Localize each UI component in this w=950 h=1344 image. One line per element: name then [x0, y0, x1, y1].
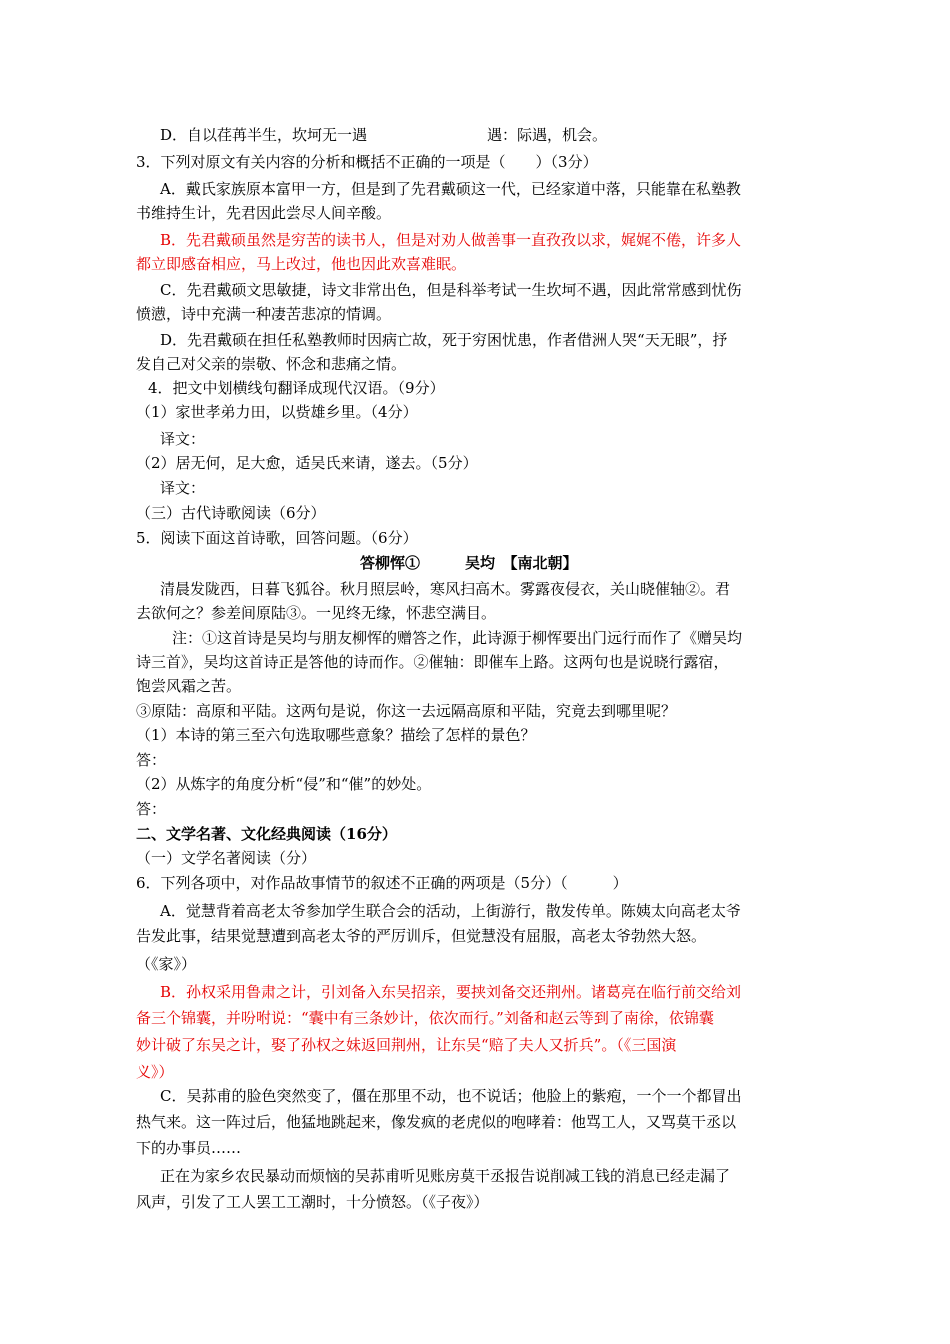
q5-answer-label-1: 答： — [136, 751, 167, 769]
q3-option-d-line1: D．先君戴硕在担任私塾教师时因病亡故，死于穷困忧患，作者借洲人哭“天无眼”，抒 — [160, 331, 728, 349]
q6-option-c-line5: 风声，引发了工人罢工工潮时，十分愤怒。（《子夜》） — [136, 1193, 489, 1211]
q3-option-b-line2: 都立即感奋相应，马上改过，他也因此欢喜难眠。 — [136, 255, 467, 273]
poem-note-line4: ③原陆：高原和平陆。这两句是说，你这一去远隔高原和平陆，究竟去到哪里呢？ — [136, 702, 677, 720]
poem-text-line2: 去欲何之？参差间原陆③。一见终无缘，怀悲空满目。 — [136, 604, 497, 622]
question-4-stem: 4．把文中划横线句翻译成现代汉语。（9分） — [148, 379, 445, 397]
q6-option-b-line4: 义》） — [136, 1063, 174, 1081]
question-6-stem: 6．下列各项中，对作品故事情节的叙述不正确的两项是（5分）（ ） — [136, 874, 628, 892]
q6-option-b-line1: B．孙权采用鲁肃之计，引刘备入东吴招亲，要挟刘备交还荆州。诸葛亮在临行前交给刘 — [160, 983, 742, 1001]
q3-option-a-line2: 书维持生计，先君因此尝尽人间辛酸。 — [136, 204, 392, 222]
q6-option-a-line3: （《家》） — [136, 955, 197, 973]
q4-translation-label-1: 译文： — [160, 430, 206, 448]
q5-sub-2: （2）从炼字的角度分析“侵”和“催”的妙处。 — [136, 775, 432, 793]
poem-note-line1: 注：①这首诗是吴均与朋友柳恽的赠答之作，此诗源于柳恽要出门远行而作了《赠吴均 — [172, 629, 743, 647]
q6-option-c-line2: 热气来。这一阵过后，他猛地跳起来，像发疯的老虎似的咆哮着：他骂工人，又骂莫干丞以 — [136, 1113, 737, 1131]
q6-option-b-line3: 妙计破了东吴之计，娶了孙权之妹返回荆州，让东吴“赔了夫人又折兵”。（《三国演 — [136, 1036, 677, 1054]
section-2-1-heading: （一）文学名著阅读（分） — [136, 849, 317, 867]
poem-text-line1: 清晨发陇西，日暮飞狐谷。秋月照层岭，寒风扫高木。雾露夜侵衣，关山晓催轴②。君 — [160, 580, 731, 598]
q5-answer-label-2: 答： — [136, 800, 167, 818]
question-3-stem: 3．下列对原文有关内容的分析和概括不正确的一项是（ ）（3分） — [136, 153, 598, 171]
poem-note-line3: 饱尝风霜之苦。 — [136, 677, 242, 695]
q3-option-b-line1: B．先君戴硕虽然是穷苦的读书人，但是对劝人做善事一直孜孜以求，娓娓不倦，许多人 — [160, 231, 742, 249]
section-2-heading: 二、文学名著、文化经典阅读（16分） — [136, 825, 397, 843]
q6-option-c-line4: 正在为家乡农民暴动而烦恼的吴荪甫听见账房莫干丞报告说削减工钱的消息已经走漏了 — [160, 1167, 731, 1185]
q4-translation-label-2: 译文： — [160, 479, 206, 497]
q6-option-a-line1: A．觉慧背着高老太爷参加学生联合会的活动，上街游行，散发传单。陈姨太向高老太爷 — [160, 902, 741, 920]
q3-option-d-line2: 发自己对父亲的崇敬、怀念和悲痛之情。 — [136, 355, 407, 373]
q3-option-c-line1: C．先君戴硕文思敏捷，诗文非常出色，但是科举考试一生坎坷不遇，因此常常感到忧伤 — [160, 281, 742, 299]
q3-option-c-line2: 愤懑，诗中充满一种凄苦悲凉的情调。 — [136, 305, 392, 323]
question-5-stem: 5．阅读下面这首诗歌，回答问题。（6分） — [136, 529, 418, 547]
q6-option-c-line1: C．吴荪甫的脸色突然变了，僵在那里不动，也不说话；他脸上的紫疱，一个一个都冒出 — [160, 1087, 742, 1105]
q6-option-a-line2: 告发此事，结果觉慧遭到高老太爷的严厉训斥，但觉慧没有屈服，高老太爷勃然大怒。 — [136, 927, 707, 945]
poem-title: 答柳恽① 吴均 【南北朝】 — [360, 554, 578, 572]
q6-option-c-line3: 下的办事员…… — [136, 1139, 242, 1157]
poem-note-line2: 诗三首》，吴均这首诗正是答他的诗而作。②催轴：即催车上路。这两句也是说晓行露宿， — [136, 653, 729, 671]
q5-sub-1: （1）本诗的第三至六句选取哪些意象？描绘了怎样的景色？ — [136, 726, 536, 744]
option-d-line: D．自以荏苒半生，坎坷无一遇 遇：际遇，机会。 — [160, 126, 608, 144]
q3-option-a-line1: A．戴氏家族原本富甲一方，但是到了先君戴硕这一代，已经家道中落，只能靠在私塾教 — [160, 180, 741, 198]
q4-sub-2: （2）居无何，足大愈，适吴氏来请，遂去。（5分） — [136, 454, 478, 472]
q4-sub-1: （1）家世孝弟力田，以赀雄乡里。（4分） — [136, 403, 418, 421]
q6-option-b-line2: 备三个锦囊，并吩咐说：“囊中有三条妙计，依次而行。”刘备和赵云等到了南徐，依锦囊 — [136, 1009, 714, 1027]
section-poetry-heading: （三）古代诗歌阅读（6分） — [136, 504, 326, 522]
